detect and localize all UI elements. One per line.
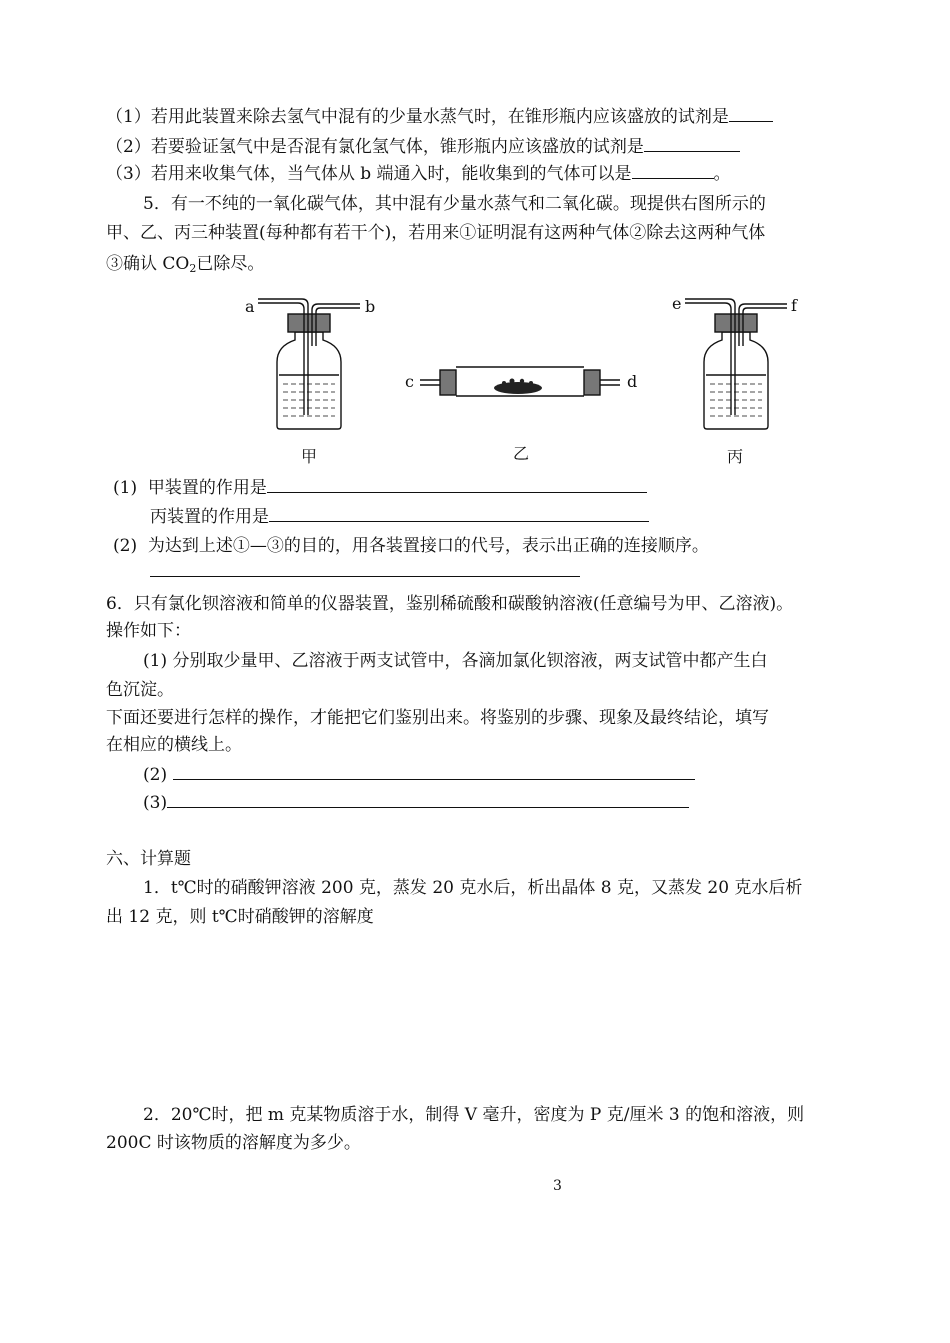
section-heading: 六、计算题 — [106, 849, 191, 869]
port-c-label: c — [405, 372, 414, 391]
q6-line-1: 6．只有氯化钡溶液和简单的仪器装置，鉴别稀硫酸和碳酸钠溶液(任意编号为甲、乙溶液)。 — [106, 594, 794, 614]
q5-sub-2-label: (2) — [113, 536, 138, 556]
answer-blank[interactable] — [167, 789, 689, 808]
q6-sub-2 — [143, 761, 695, 789]
q4-item-1-text: （1）若用此装置来除去氢气中混有的少量水蒸气时，在锥形瓶内应该盛放的试剂是 — [106, 107, 729, 127]
q6-line-3: (1) 分别取少量甲、乙溶液于两支试管中，各滴加氯化钡溶液，两支试管中都产生白 — [143, 651, 768, 671]
port-b-label: b — [365, 297, 376, 316]
q5-sub-2-answer — [150, 558, 580, 586]
port-e-label: e — [672, 294, 682, 313]
page-number: 3 — [553, 1178, 562, 1194]
q5-sub-2-text: 为达到上述①—③的目的，用各装置接口的代号，表示出正确的连接顺序。 — [147, 536, 709, 556]
liquid-jia — [283, 384, 335, 416]
answer-blank[interactable] — [173, 761, 695, 780]
q5-line-3-pre: ③确认 CO — [106, 254, 190, 274]
q6-sub-3-label: (3) — [143, 793, 168, 813]
q6-line-5: 下面还要进行怎样的操作，才能把它们鉴别出来。将鉴别的步骤、现象及最终结论，填写 — [106, 708, 769, 728]
q5-line-1: 5．有一不纯的一氧化碳气体，其中混有少量水蒸气和二氧化碳。现提供右图所示的 — [143, 194, 766, 214]
q6-sub-2-label: (2) — [143, 765, 168, 785]
q5-line-3-post: 已除尽。 — [196, 254, 265, 274]
port-d-label: d — [627, 372, 638, 391]
answer-blank[interactable] — [269, 503, 649, 522]
calc-q1-line-1: 1．t℃时的硝酸钾溶液 200 克，蒸发 20 克水后，析出晶体 8 克，又蒸发 20 克水后析 — [143, 878, 803, 898]
calc-q2-line-2: 200C 时该物质的溶解度为多少。 — [106, 1133, 361, 1153]
q5-sub-1 — [113, 474, 647, 502]
bottle-jia — [258, 299, 360, 429]
bottle-bing — [685, 299, 787, 429]
co2-subscript: 2 — [189, 262, 197, 275]
calc-q2-line-1: 2．20℃时，把 m 克某物质溶于水，制得 V 毫升，密度为 P 克/厘米 3 的饱和溶液，则 — [143, 1105, 805, 1125]
q6-line-2: 操作如下： — [106, 621, 191, 641]
port-a-label: a — [245, 297, 255, 316]
q5-sub-1-text: 甲装置的作用是 — [147, 478, 267, 498]
liquid-bing — [710, 384, 762, 416]
answer-blank[interactable] — [267, 474, 647, 493]
q6-line-6: 在相应的横线上。 — [106, 735, 242, 755]
solid-reagent — [494, 379, 542, 395]
q6-sub-3 — [143, 789, 689, 817]
q6-line-4: 色沉淀。 — [106, 680, 174, 700]
q5-line-2: 甲、乙、丙三种装置(每种都有若干个)，若用来①证明混有这两种气体②除去这两种气体 — [106, 223, 766, 243]
q4-item-3-end: 。 — [713, 164, 731, 184]
q5-sub-1-label: (1) — [113, 478, 138, 498]
label-bing: 丙 — [727, 447, 744, 466]
q4-item-3-text: （3）若用来收集气体，当气体从 b 端通入时，能收集到的气体可以是 — [106, 164, 632, 184]
q5-sub-1b-text: 丙装置的作用是 — [150, 507, 269, 527]
port-f-label: f — [791, 296, 797, 315]
label-jia: 甲 — [301, 447, 318, 466]
q5-sub-1b — [150, 503, 649, 531]
calc-q1-line-2: 出 12 克，则 t℃时硝酸钾的溶解度 — [106, 907, 374, 927]
answer-blank[interactable] — [150, 558, 580, 577]
q4-item-2-text: （2）若要验证氢气中是否混有氯化氢气体，锥形瓶内应该盛放的试剂是 — [106, 137, 644, 157]
q5-sub-2 — [113, 532, 709, 560]
label-yi: 乙 — [513, 444, 530, 463]
